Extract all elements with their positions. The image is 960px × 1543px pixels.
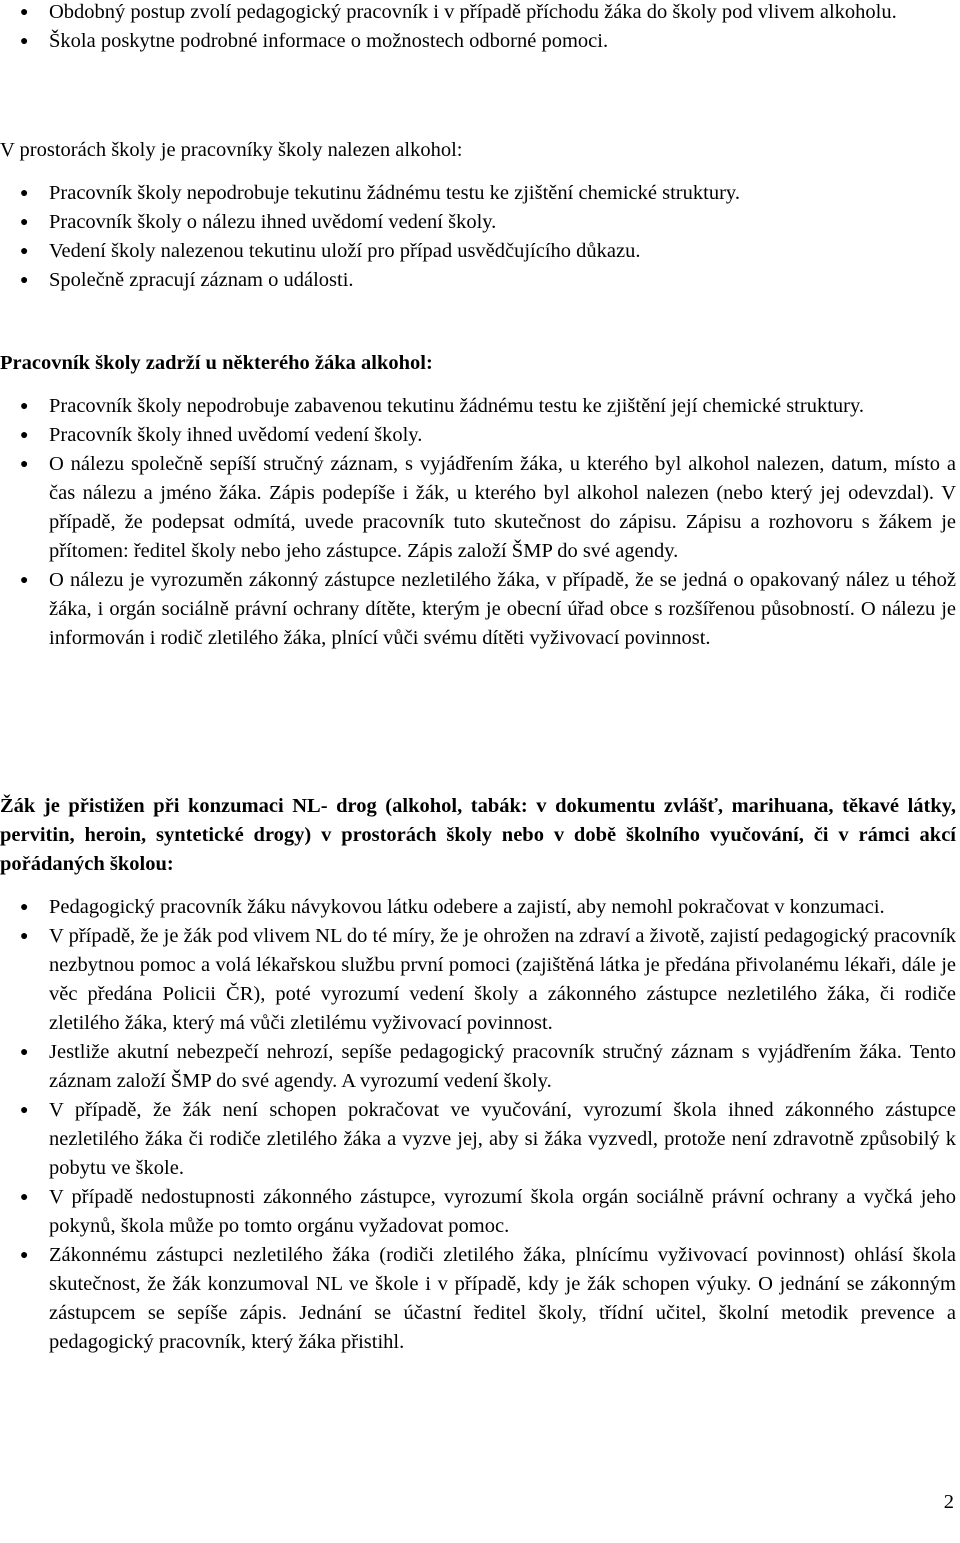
list-item-text: O nálezu společně sepíší stručný záznam, s vyjádřením žáka, u kterého byl alkohol nalezen, datum, místo a čas nálezu a jméno žáka. Zápis podepíše i žák, u kterého byl alkohol nalezen (nebo který jej odevzdal). V případě, že podepsat odmítá, uvede pracovník tuto skutečnost do zápisu. Zápisu a rozhovoru s žákem je přítomen: ředitel školy nebo jeho zástupce. Zápis založí ŠMP do své agendy. bbox=[49, 453, 956, 562]
list-item-text: Pracovník školy nepodrobuje zabavenou tekutinu žádnému testu ke zjištění její chemické struktury. bbox=[49, 395, 865, 417]
bullet-icon: ● bbox=[20, 34, 29, 49]
list-item bbox=[0, 450, 956, 566]
bullet-icon: ● bbox=[20, 428, 29, 443]
list-item bbox=[0, 1183, 956, 1241]
list-item-text: Jestliže akutní nebezpečí nehrozí, sepíše pedagogický pracovník stručný záznam s vyjádřením žáka. Tento záznam založí ŠMP do své agendy. A vyrozumí vedení školy. bbox=[49, 1041, 956, 1092]
list-item bbox=[0, 566, 956, 653]
section-heading: V prostorách školy je pracovníky školy nalezen alkohol: bbox=[0, 139, 463, 161]
list-item-text: Pracovník školy o nálezu ihned uvědomí vedení školy. bbox=[49, 211, 497, 233]
bullet-icon: ● bbox=[20, 573, 29, 588]
found-alcohol-section bbox=[0, 136, 956, 295]
seized-alcohol-list bbox=[0, 392, 956, 653]
list-item-text: V případě nedostupnosti zákonného zástupce, vyrozumí škola orgán sociálně právní ochrany a vyčká jeho pokynů, škola může po tomto orgánu vyžadovat pomoc. bbox=[49, 1186, 956, 1237]
list-item-text: V případě, že je žák pod vlivem NL do té míry, že je ohrožen na zdraví a životě, zajistí pedagogický pracovník nezbytnou pomoc a volá lékařskou službu první pomoci (zajištěná látka je předána přivolanému lékaři, dále je věc předána Policii ČR), poté vyrozumí vedení školy a zákonného zástupce nezletilého žáka, či rodiče zletilého žáka, který má vůči zletilému vyživovací povinnost. bbox=[49, 925, 956, 1034]
list-item bbox=[0, 893, 956, 922]
bullet-icon: ● bbox=[20, 186, 29, 201]
bullet-icon: ● bbox=[20, 244, 29, 259]
bullet-icon: ● bbox=[20, 5, 29, 20]
found-alcohol-list bbox=[0, 179, 956, 295]
section-heading: Žák je přistižen při konzumaci NL- drog (alkohol, tabák: v dokumentu zvlášť, marihuana, těkavé látky, pervitin, heroin, syntetické drogy) v prostorách školy nebo v době školního vyučování, či v rámci akcí pořádaných školou: bbox=[0, 795, 956, 875]
section-heading: Pracovník školy zadrží u některého žáka alkohol: bbox=[0, 352, 433, 374]
page-number: 2 bbox=[943, 1491, 954, 1513]
bullet-icon: ● bbox=[20, 215, 29, 230]
list-item bbox=[0, 1038, 956, 1096]
list-item-text: Pracovník školy nepodrobuje tekutinu žádnému testu ke zjištění chemické struktury. bbox=[49, 182, 740, 204]
list-item bbox=[0, 237, 956, 266]
intro-section bbox=[0, 0, 956, 56]
bullet-icon: ● bbox=[20, 399, 29, 414]
list-item-text: O nálezu je vyrozuměn zákonný zástupce nezletilého žáka, v případě, že se jedná o opakovaný nález u téhož žáka, i orgán sociálně právní ochrany dítěte, kterým je obecní úřad obce s rozšířenou působností. O nálezu je informován i rodič zletilého žáka, plnící vůči svému dítěti vyživovací povinnost. bbox=[49, 569, 956, 649]
list-item bbox=[0, 1241, 956, 1357]
bullet-icon: ● bbox=[20, 1103, 29, 1118]
bullet-icon: ● bbox=[20, 1045, 29, 1060]
caught-consuming-section bbox=[0, 792, 956, 1357]
list-item-text: Společně zpracují záznam o události. bbox=[49, 269, 354, 291]
bullet-icon: ● bbox=[20, 929, 29, 944]
bullet-icon: ● bbox=[20, 1190, 29, 1205]
bullet-icon: ● bbox=[20, 273, 29, 288]
list-item-text: Obdobný postup zvolí pedagogický pracovník i v případě příchodu žáka do školy pod vlivem alkoholu. bbox=[49, 1, 897, 23]
list-item-text: Pracovník školy ihned uvědomí vedení školy. bbox=[49, 424, 423, 446]
list-item bbox=[0, 392, 956, 421]
list-item bbox=[0, 1096, 956, 1183]
list-item bbox=[0, 27, 956, 56]
bullet-icon: ● bbox=[20, 457, 29, 472]
list-item bbox=[0, 208, 956, 237]
list-item bbox=[0, 922, 956, 1038]
list-item bbox=[0, 0, 956, 27]
bullet-icon: ● bbox=[20, 1248, 29, 1263]
list-item-text: Škola poskytne podrobné informace o možnostech odborné pomoci. bbox=[49, 30, 609, 52]
list-item-text: Pedagogický pracovník žáku návykovou látku odebere a zajistí, aby nemohl pokračovat v konzumaci. bbox=[49, 896, 885, 918]
list-item-text: V případě, že žák není schopen pokračovat ve vyučování, vyrozumí škola ihned zákonného zástupce nezletilého žáka či rodiče zletilého žáka a vyzve jej, aby si žáka vyzvedl, protože není zdravotně způsobilý k pobytu ve škole. bbox=[49, 1099, 956, 1179]
list-item bbox=[0, 179, 956, 208]
list-item bbox=[0, 266, 956, 295]
list-item-text: Zákonnému zástupci nezletilého žáka (rodiči zletilého žáka, plnícímu vyživovací povinnost) ohlásí škola skutečnost, že žák konzumoval NL ve škole i v případě, kdy je žák schopen výuky. O jednání se zákonným zástupcem se sepíše zápis. Jednání se účastní ředitel školy, třídní učitel, školní metodik prevence a pedagogický pracovník, který žáka přistihl. bbox=[49, 1244, 956, 1353]
caught-consuming-list bbox=[0, 893, 956, 1357]
list-item bbox=[0, 421, 956, 450]
bullet-icon: ● bbox=[20, 900, 29, 915]
seized-alcohol-section bbox=[0, 349, 956, 653]
list-item-text: Vedení školy nalezenou tekutinu uloží pro případ usvědčujícího důkazu. bbox=[49, 240, 641, 262]
intro-list bbox=[0, 0, 956, 56]
